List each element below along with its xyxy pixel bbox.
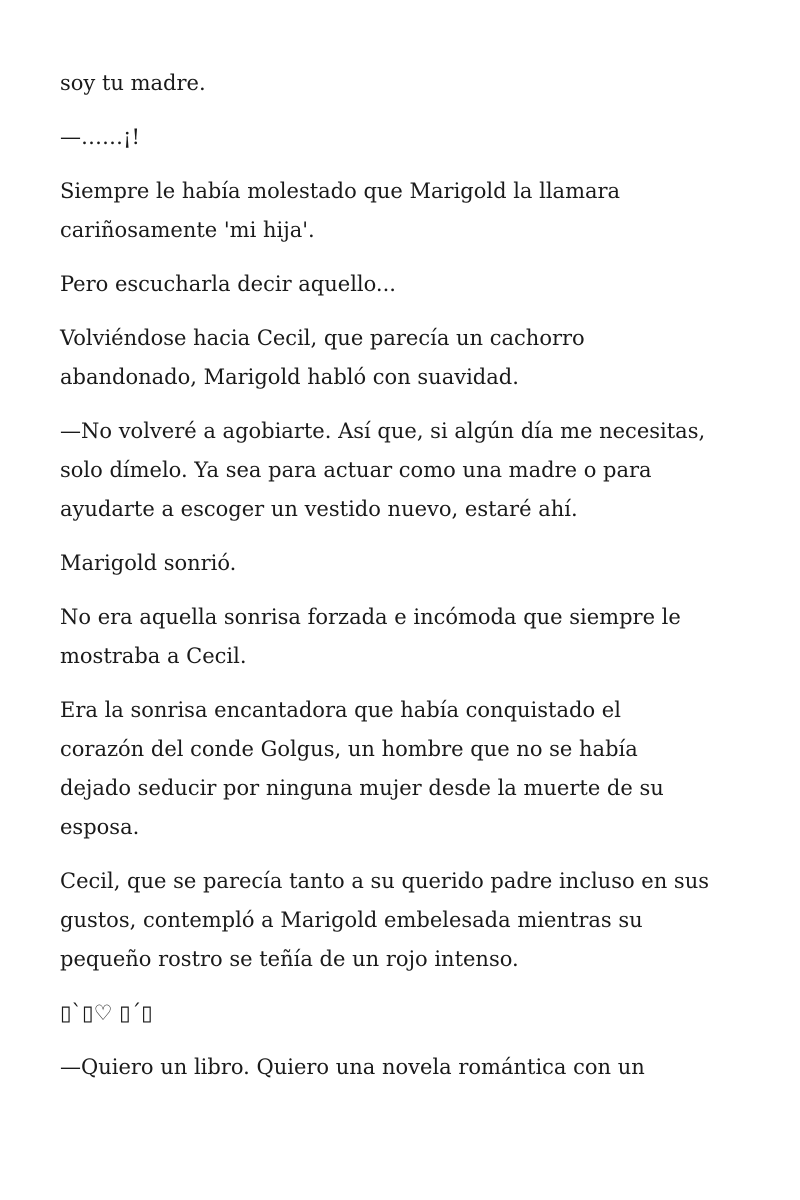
text-line: No era aquella sonrisa forzada e incómoda que siempre le — [60, 605, 681, 629]
text-line: pequeño rostro se teñía de un rojo intenso. — [60, 947, 519, 971]
text-line: dejado seducir por ninguna mujer desde la muerte de su — [60, 776, 664, 800]
text-line: Era la sonrisa encantadora que había conquistado el — [60, 698, 621, 722]
text-line: abandonado, Marigold habló con suavidad. — [60, 365, 519, 389]
text-line: cariñosamente 'mi hija'. — [60, 218, 315, 242]
book-page — [60, 64, 750, 1102]
paragraph — [60, 319, 750, 397]
text-line: Volviéndose hacia Cecil, que parecía un cachorro — [60, 326, 585, 350]
paragraph — [60, 172, 750, 250]
paragraph — [60, 544, 750, 583]
paragraph — [60, 64, 750, 103]
paragraph — [60, 691, 750, 847]
text-line: Pero escucharla decir aquello... — [60, 272, 396, 296]
paragraph — [60, 598, 750, 676]
text-line: Cecil, que se parecía tanto a su querido padre incluso en sus — [60, 869, 710, 893]
text-line: —Quiero un libro. Quiero una novela romántica con un — [60, 1055, 645, 1079]
text-line: —No volveré a agobiarte. Así que, si algún día me necesitas, — [60, 419, 706, 443]
paragraph — [60, 265, 750, 304]
paragraph — [60, 1048, 750, 1087]
text-line: esposa. — [60, 815, 140, 839]
paragraph — [60, 118, 750, 157]
text-line: gustos, contempló a Marigold embelesada mientras su — [60, 908, 643, 932]
text-line: Marigold sonrió. — [60, 551, 237, 575]
text-line: mostraba a Cecil. — [60, 644, 247, 668]
paragraph — [60, 412, 750, 529]
emoticon-line: ▯`▯♡ ▯´▯ — [60, 1001, 153, 1025]
text-line: Siempre le había molestado que Marigold la llamara — [60, 179, 621, 203]
text-line: soy tu madre. — [60, 71, 206, 95]
text-line: corazón del conde Golgus, un hombre que no se había — [60, 737, 638, 761]
text-line: ayudarte a escoger un vestido nuevo, estaré ahí. — [60, 497, 578, 521]
text-line: solo dímelo. Ya sea para actuar como una madre o para — [60, 458, 652, 482]
text-line: —……¡! — [60, 125, 140, 149]
paragraph — [60, 862, 750, 979]
emoticon-paragraph — [60, 994, 750, 1033]
